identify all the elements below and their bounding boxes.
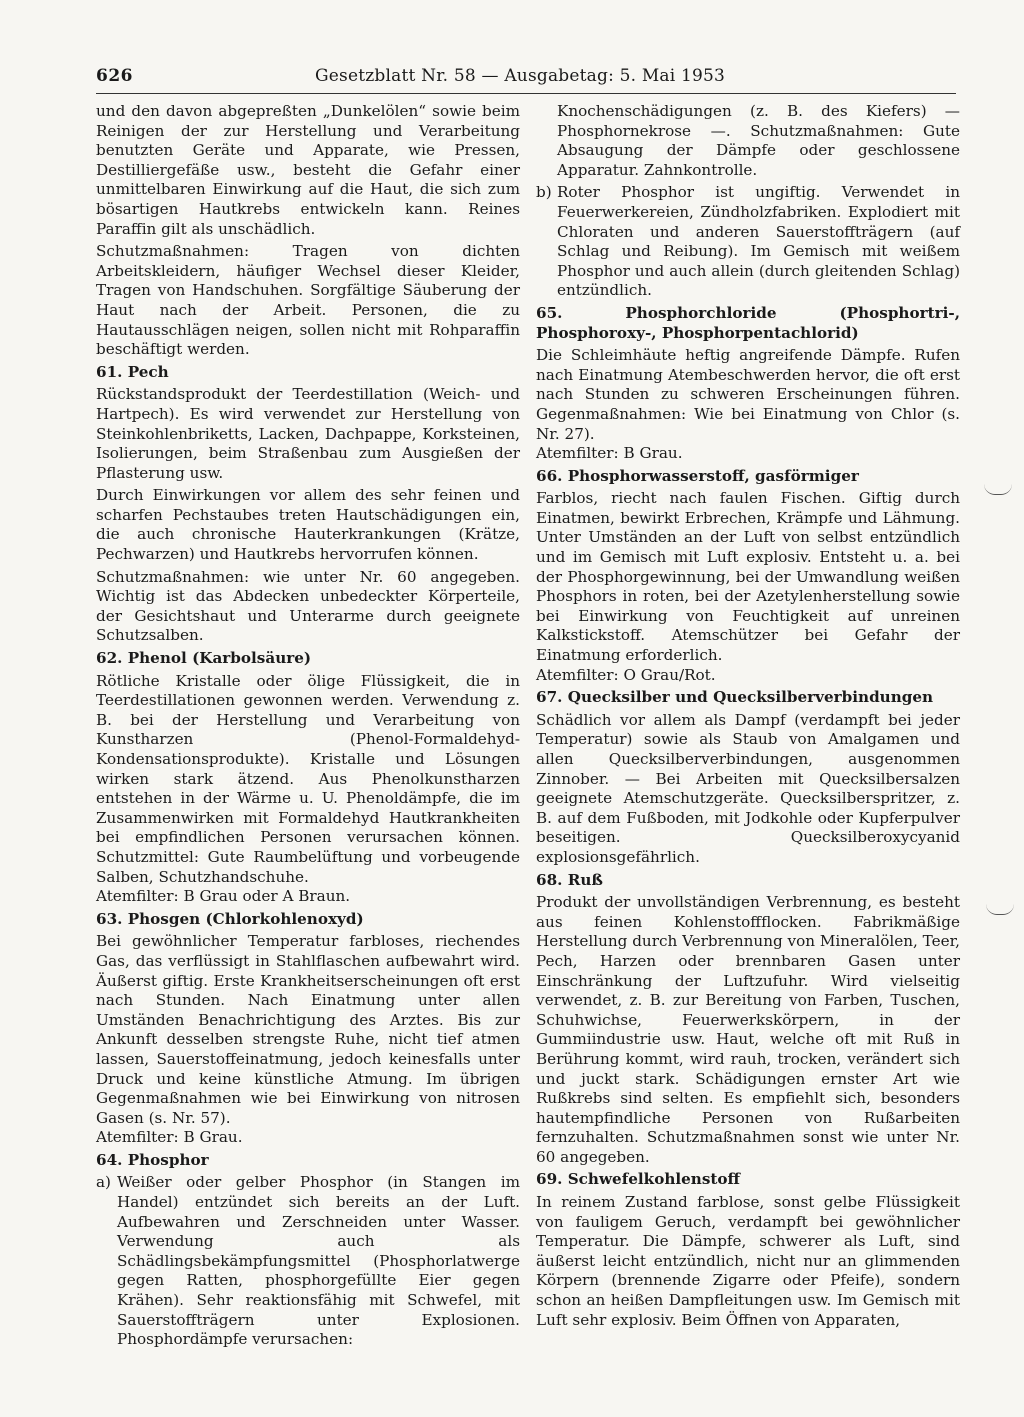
paragraph: und den davon abgepreßten „Dunkelölen“ sowie beim Reinigen der zur Herstellung und Verarbeitung benutzten Geräte und Apparate, wie Pressen, Destilliergefäße usw., besteht die Gefahr einer unmittelbaren Einwirkung auf die Haut, die sich zum bösartigen Hautkrebs entwickeln kann. Reines Paraffin gilt als unschädlich.	[96, 102, 520, 238]
entry-heading-67: 67. Quecksilber und Quecksilberverbindungen	[536, 688, 934, 707]
entry-heading-69: 69. Schwefelkohlenstoff	[536, 1170, 741, 1189]
filter-note: Atemfilter: B Grau.	[536, 444, 683, 463]
item-text: Roter Phosphor ist ungiftig. Verwendet in Feuerwerkereien, Zündholzfabriken. Explodiert mit Chloraten und anderen Sauerstoffträgern (auf Schlag und Reibung). Im Gemisch mit weißem Phosphor und auch allein (durch gleitenden Schlag) entzündlich.	[557, 183, 960, 300]
entry-heading-64: 64. Phosphor	[96, 1150, 209, 1169]
running-head: Gesetzblatt Nr. 58 — Ausgabetag: 5. Mai 1953	[315, 66, 726, 86]
page-number: 626	[96, 66, 133, 86]
paragraph: Bei gewöhnlicher Temperatur farbloses, riechendes Gas, das verflüssigt in Stahlflaschen aufbewahrt wird. Äußerst giftig. Erste Krankheitserscheinungen oft erst nach Stunden. Nach Einatmung unter allen Umständen Benachrichtigung des Arztes. Bis zur Ankunft desselben strengste Ruhe, nicht tief atmen lassen, Sauerstoffeinatmung, jedoch keinesfalls unter Druck und keine künstliche Atmung. Im übrigen Gegenmaßnahmen wie bei Einwirkung von nitrosen Gasen (s. Nr. 57).	[96, 932, 520, 1127]
lettered-item-a	[96, 1173, 520, 1349]
paragraph: Schutzmaßnahmen: wie unter Nr. 60 angegeben. Wichtig ist das Abdecken unbedeckter Körperteile, der Gesichtshaut und Unterarme durch geeignete Schutzsalben.	[96, 567, 520, 645]
entry-heading-62: 62. Phenol (Karbolsäure)	[96, 649, 312, 668]
header-rule	[96, 93, 956, 94]
right-column	[536, 102, 960, 1333]
paragraph: Schädlich vor allem als Dampf (verdampft bei jeder Temperatur) sowie als Staub von Amalgamen und allen Quecksilberverbindungen, ausgenommen Zinnober. — Bei Arbeiten mit Quecksilbersalzen geeignete Atemschutzgeräte. Quecksilberspritzer, z. B. auf dem Fußboden, mit Jodkohle oder Kupferpulver beseitigen. Quecksilberoxycyanid explosionsgefährlich.	[536, 710, 960, 866]
paragraph: Durch Einwirkungen vor allem des sehr feinen und scharfen Pechstaubes treten Hautschädigungen ein, die auch chronische Hauterkrankungen (Krätze, Pechwarzen) und Hautkrebs hervorrufen können.	[96, 486, 520, 564]
margin-mark	[986, 904, 1014, 915]
filter-note: Atemfilter: B Grau.	[96, 1128, 243, 1147]
entry-heading-63: 63. Phosgen (Chlorkohlenoxyd)	[96, 909, 364, 928]
left-column	[96, 102, 520, 1353]
entry-heading-65: 65. Phosphorchloride (Phosphortri-, Phosphoroxy-, Phosphorpentachlorid)	[536, 303, 960, 342]
paragraph: Produkt der unvollständigen Verbrennung, es besteht aus feinen Kohlenstoffflocken. Fabrikmäßige Herstellung durch Verbrennung von Mineralölen, Teer, Pech, Harzen oder brennbaren Gasen unter Einschränkung der Luftzufuhr. Wird vielseitig verwendet, z. B. zur Bereitung von Farben, Tuschen, Schuhwichse, Feuerwerkskörpern, in der Gummiindustrie usw. Haut, welche oft mit Ruß in Berührung kommt, wird rauh, trocken, verändert sich und juckt stark. Schädigungen ernster Art wie Rußkrebs sind selten. Es empfiehlt sich, besonders hautempfindliche Personen von Rußarbeiten fernzuhalten. Schutzmaßnahmen sonst wie unter Nr. 60 angegeben.	[536, 893, 961, 1166]
item-label: a)	[96, 1173, 111, 1192]
paragraph: Schutzmaßnahmen: Tragen von dichten Arbeitskleidern, häufiger Wechsel dieser Kleider, Tragen von Handschuhen. Sorgfältige Säuberung der Haut nach der Arbeit. Personen, die zu Hautausschlägen neigen, sollen nicht mit Rohparaffin beschäftigt werden.	[96, 242, 520, 359]
paragraph: Rückstandsprodukt der Teerdestillation (Weich- und Hartpech). Es wird verwendet zur Herstellung von Steinkohlenbriketts, Lacken, Dachpappe, Korksteinen, Isolierungen, beim Straßenbau zum Ausgießen der Pflasterung usw.	[96, 385, 520, 482]
lettered-item-b	[536, 183, 960, 301]
paragraph: Die Schleimhäute heftig angreifende Dämpfe. Rufen nach Einatmung Atembeschwerden hervor, die oft erst nach Stunden zu schweren Erscheinungen führen. Gegenmaßnahmen: Wie bei Einatmung von Chlor (s. Nr. 27).	[536, 346, 960, 443]
paragraph: In reinem Zustand farblose, sonst gelbe Flüssigkeit von fauligem Geruch, verdampft bei gewöhnlicher Temperatur. Die Dämpfe, schwerer als Luft, sind äußerst leicht entzündlich, nicht nur an glimmenden Körpern (brennende Zigarre oder Pfeife), sondern schon an heißen Dampfleitungen usw. Im Gemisch mit Luft sehr explosiv. Beim Öffnen von Apparaten,	[536, 1193, 960, 1329]
filter-note: Atemfilter: O Grau/Rot.	[536, 665, 716, 684]
entry-heading-66: 66. Phosphorwasserstoff, gasförmiger	[536, 466, 859, 485]
paragraph: Rötliche Kristalle oder ölige Flüssigkeit, die in Teerdestillationen gewonnen werden. Verwendung z. B. bei der Herstellung und Verarbeitung von Kunstharzen (Phenol-Formaldehyd-Kondensationsprodukte). Kristalle und Lösungen wirken stark ätzend. Aus Phenolkunstharzen entstehen in der Wärme u. U. Phenoldämpfe, die im Zusammenwirken mit Formaldehyd Hautkrankheiten bei empfindlichen Personen verursachen können. Schutzmittel: Gute Raumbelüftung und vorbeugende Salben, Schutzhandschuhe.	[96, 671, 520, 886]
paragraph-continued: Knochenschädigungen (z. B. des Kiefers) — Phosphornekrose —. Schutzmaßnahmen: Gute Absaugung der Dämpfe oder geschlossene Apparatur. Zahnkontrolle.	[557, 102, 960, 179]
paragraph: Farblos, riecht nach faulen Fischen. Giftig durch Einatmen, bewirkt Erbrechen, Krämpfe und Lähmung. Unter Umständen an der Luft von selbst entzündlich und im Gemisch mit Luft explosiv. Entsteht u. a. bei der Phosphorgewinnung, bei der Umwandlung weißen Phosphors in roten, bei der Azetylenherstellung sowie bei Einwirkung von Feuchtigkeit auf unreinen Kalkstickstoff. Atemschützer bei Gefahr der Einatmung erforderlich.	[536, 489, 960, 665]
margin-mark	[984, 484, 1012, 495]
item-label: b)	[536, 183, 552, 202]
filter-note: Atemfilter: B Grau oder A Braun.	[96, 887, 351, 906]
entry-heading-61: 61. Pech	[96, 362, 169, 381]
entry-heading-68: 68. Ruß	[536, 870, 603, 889]
item-text: Weißer oder gelber Phosphor (in Stangen im Handel) entzündet sich bereits an der Luft. Aufbewahren und Zerschneiden unter Wasser. Verwendung auch als Schädlingsbekämpfungsmittel (Phosphorlatwerge gegen Ratten, phosphorgefüllte Eier gegen Krähen). Sehr reaktionsfähig mit Schwefel, mit Sauerstoffträgern unter Explosionen. Phosphordämpfe verursachen:	[117, 1173, 520, 1349]
